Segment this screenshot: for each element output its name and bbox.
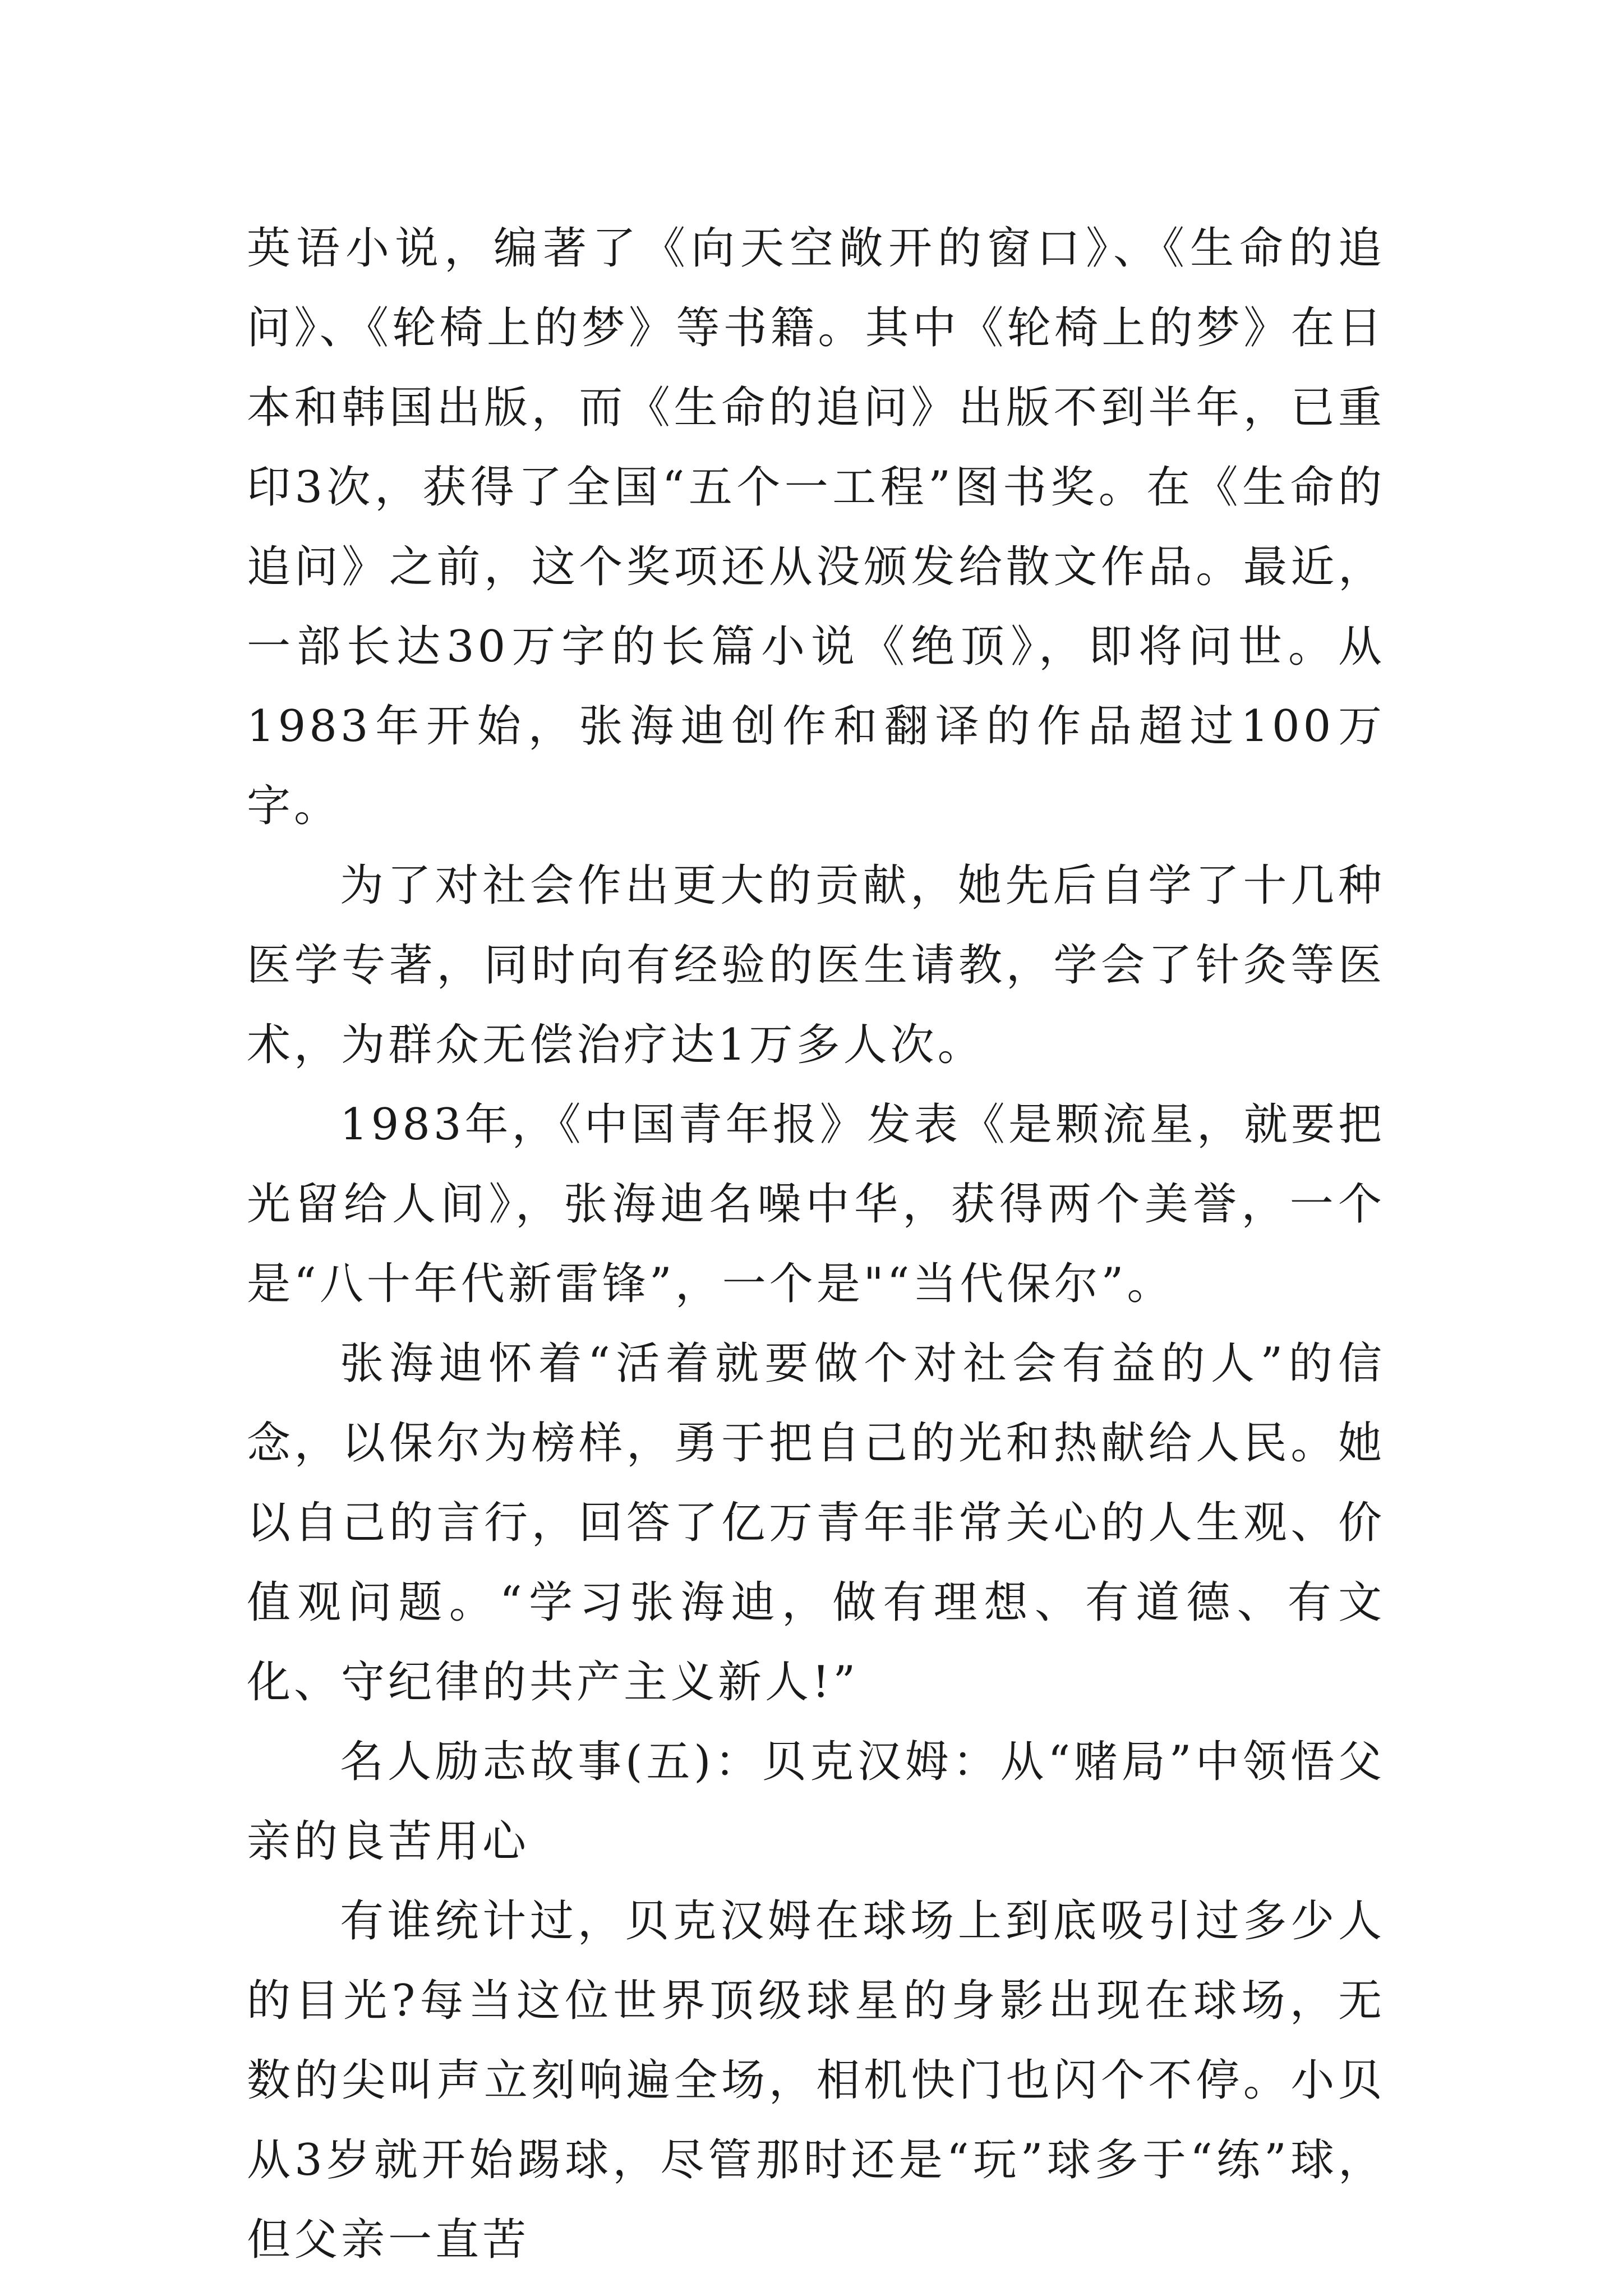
paragraph-2: 为了对社会作出更大的贡献，她先后自学了十几种医学专著，同时向有经验的医生请教，学会了针灸等医术，为群众无偿治疗达1万多人次。 [247,861,1385,1070]
document-body [247,209,1385,2280]
section-heading: 名人励志故事(五)：贝克汉姆：从“赌局”中领悟父亲的良苦用心 [247,1737,1385,1867]
paragraph-3: 1983年，《中国青年报》发表《是颗流星，就要把光留给人间》，张海迪名噪中华，获得两个美誉，一个是“八十年代新雷锋”，一个是"“当代保尔”。 [247,1099,1385,1309]
paragraph-1: 英语小说，编著了《向天空敞开的窗口》、《生命的追问》、《轮椅上的梦》等书籍。其中《轮椅上的梦》在日本和韩国出版，而《生命的追问》出版不到半年，已重印3次，获得了全国“五个一工程”图书奖。在《生命的追问》之前，这个奖项还从没颁发给散文作品。最近，一部长达30万字的长篇小说《绝顶》，即将问世。从1983年开始，张海迪创作和翻译的作品超过100万字。 [247,223,1385,831]
paragraph-4: 张海迪怀着“活着就要做个对社会有益的人”的信念，以保尔为榜样，勇于把自己的光和热献给人民。她以自己的言行，回答了亿万青年非常关心的人生观、价值观问题。“学习张海迪，做有理想、有道德、有文化、守纪律的共产主义新人!” [247,1338,1385,1708]
paragraph-5: 有谁统计过，贝克汉姆在球场上到底吸引过多少人的目光?每当这位世界顶级球星的身影出现在球场，无数的尖叫声立刻响遍全场，相机快门也闪个不停。小贝从3岁就开始踢球，尽管那时还是“玩”球多于“练”球，但父亲一直苦 [247,1896,1385,2265]
